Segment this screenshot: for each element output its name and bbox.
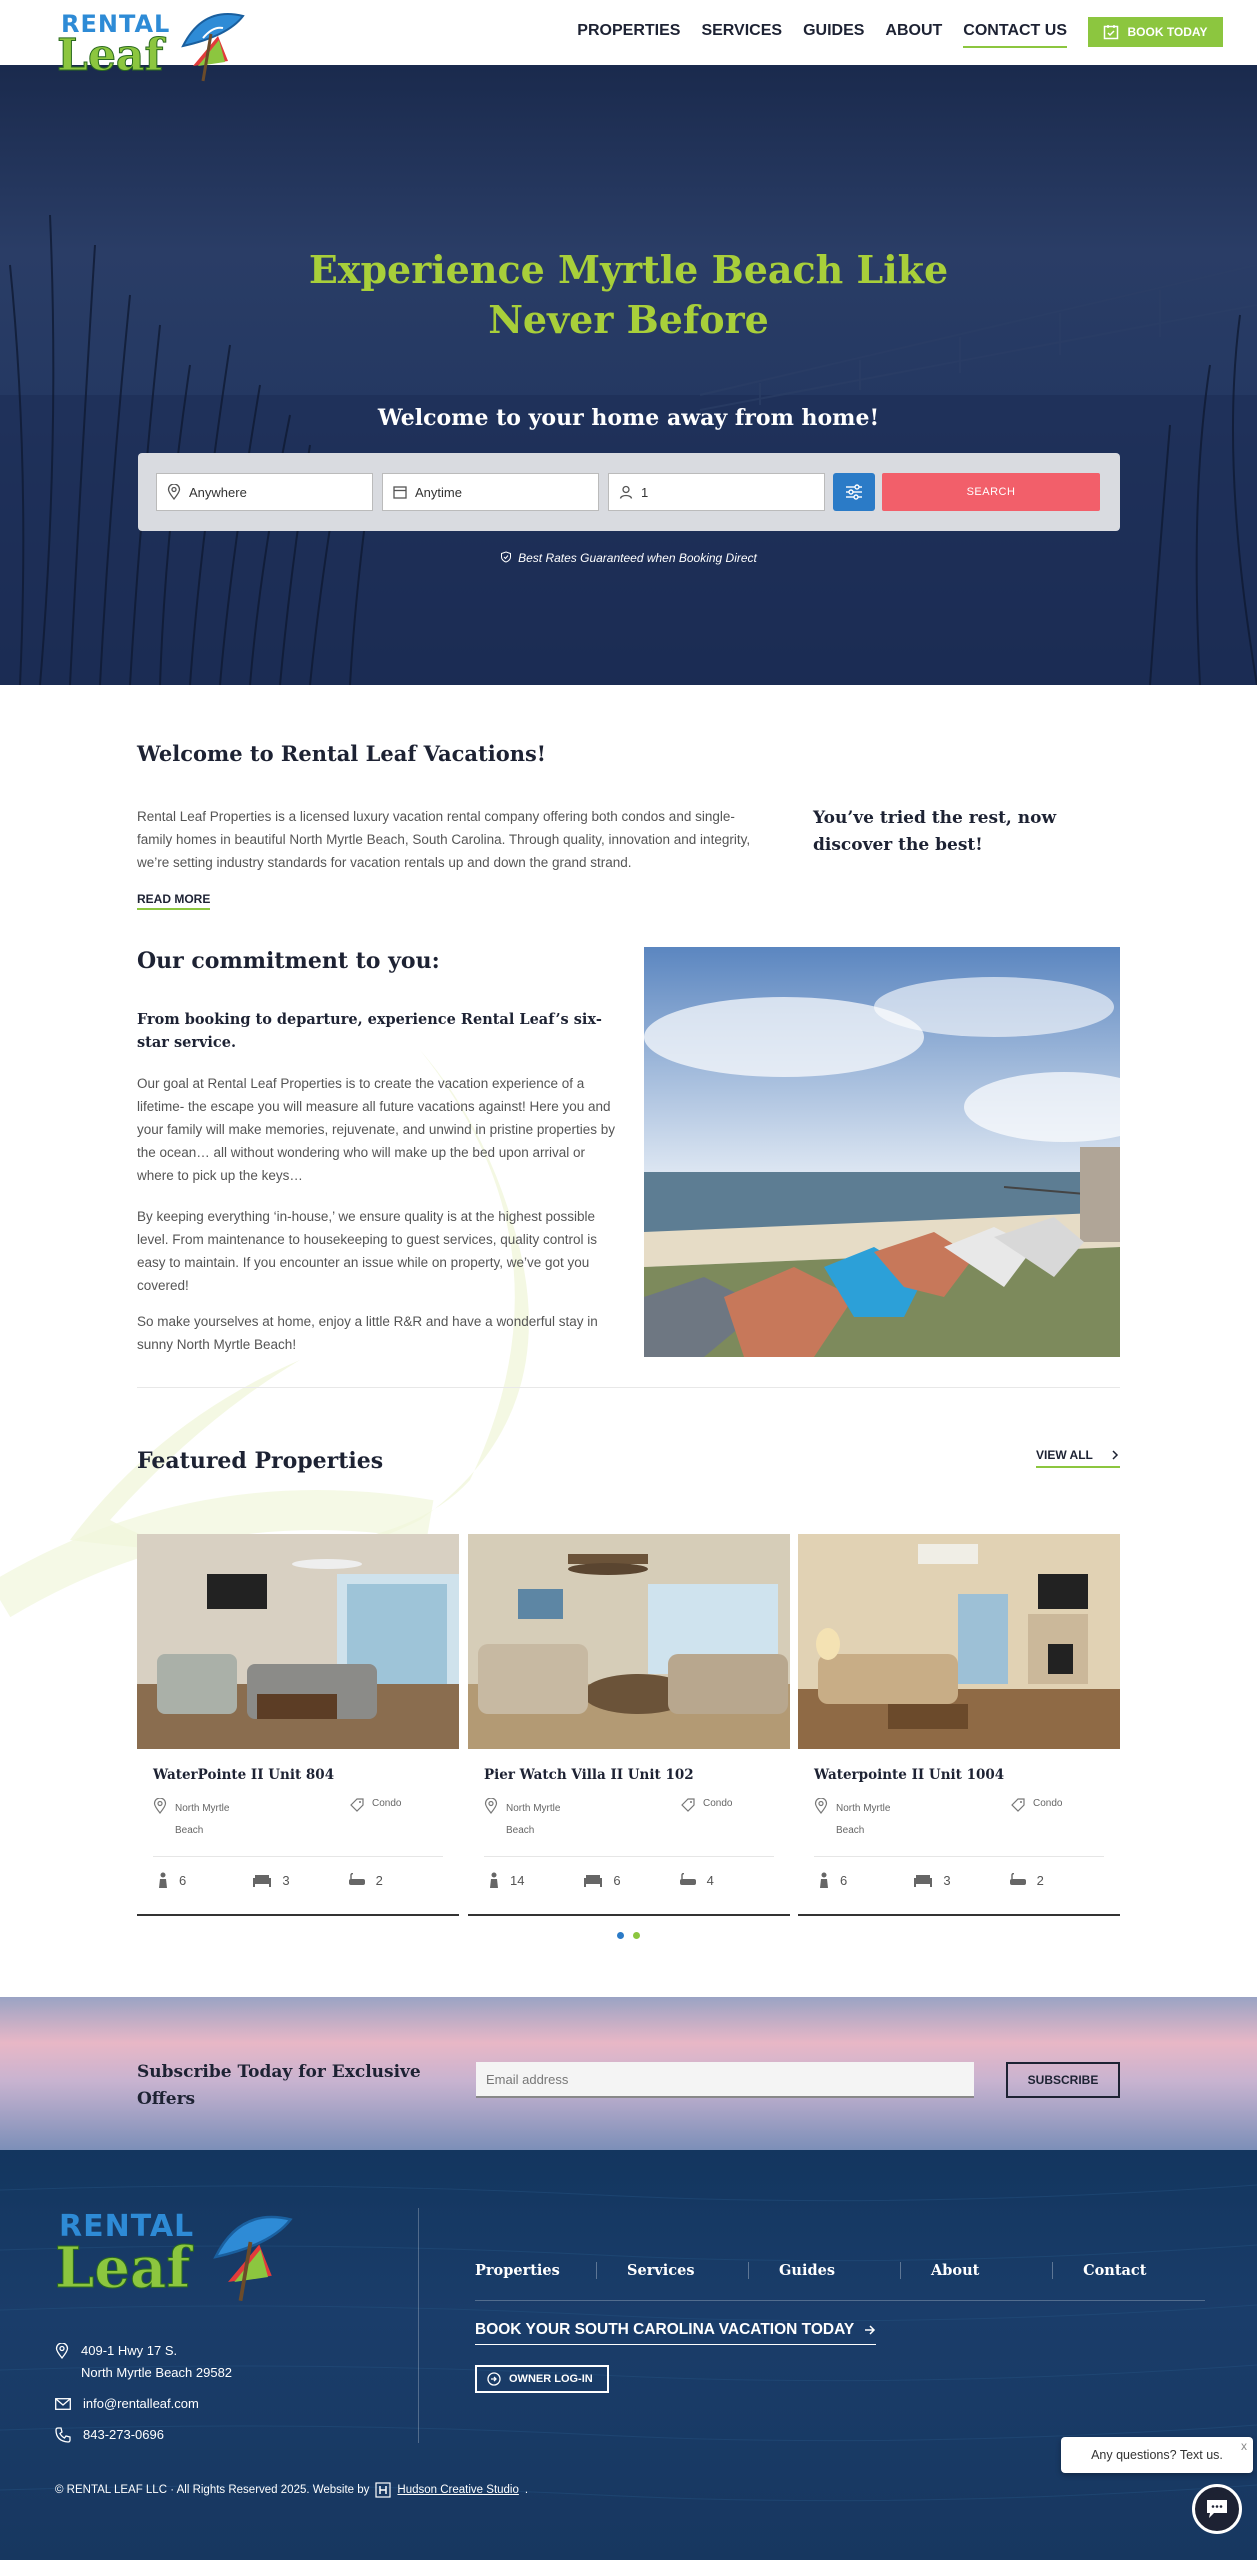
commitment-paragraph-3: So make yourselves at home, enjoy a little R&R and have a wonderful stay in sunny North Myrtle Beach! bbox=[137, 1314, 598, 1352]
subscribe-section bbox=[0, 1997, 1257, 2150]
book-today-label: BOOK TODAY bbox=[1127, 25, 1208, 39]
bathtub-icon bbox=[1009, 1873, 1027, 1887]
logo-text-bottom: Leaf bbox=[57, 30, 164, 81]
map-pin-icon bbox=[814, 1798, 828, 1814]
hero-subtitle: Welcome to your home away from home! bbox=[377, 405, 880, 431]
welcome-text: Rental Leaf Properties is a licensed luxury vacation rental company offering both condos and single-family homes in beautiful North Myrtle Beach, South Carolina. Through quality, innovation and integrity, we’re setting industry standards for vacation rentals up and down the grand strand. bbox=[137, 809, 751, 870]
beds-stat: 3 bbox=[913, 1872, 1008, 1888]
search-box bbox=[138, 453, 1120, 531]
nav-about[interactable]: ABOUT bbox=[885, 22, 943, 39]
book-today-button[interactable] bbox=[1088, 17, 1223, 47]
guests-value: 1 bbox=[641, 484, 649, 500]
property-type: Condo bbox=[1011, 1798, 1062, 1812]
subscribe-title: Subscribe Today for Exclusive Offers bbox=[137, 2062, 421, 2109]
dates-field[interactable] bbox=[382, 473, 599, 511]
umbrella-icon bbox=[173, 6, 253, 86]
guests-stat: 14 bbox=[488, 1872, 583, 1888]
view-all-link[interactable]: VIEW ALL bbox=[1036, 1448, 1120, 1468]
section-divider bbox=[137, 1387, 1120, 1388]
beach-aerial-photo bbox=[644, 947, 1120, 1357]
chevron-right-icon bbox=[1110, 1450, 1120, 1460]
property-location: North Myrtle Beach bbox=[484, 1798, 576, 1842]
property-card[interactable] bbox=[137, 1534, 459, 1916]
bathtub-icon bbox=[679, 1873, 697, 1887]
nav-properties[interactable]: PROPERTIES bbox=[577, 22, 681, 39]
beds-stat: 3 bbox=[252, 1872, 347, 1888]
nav-services[interactable]: SERVICES bbox=[701, 22, 783, 39]
carousel-dot-active[interactable] bbox=[617, 1932, 624, 1939]
property-name[interactable]: Waterpointe II Unit 1004 bbox=[814, 1767, 1005, 1783]
hero-section bbox=[0, 65, 1257, 685]
baths-stat: 4 bbox=[679, 1872, 774, 1888]
subscribe-button[interactable]: SUBSCRIBE bbox=[1006, 2062, 1120, 2098]
property-card[interactable] bbox=[798, 1534, 1120, 1916]
rental-leaf-logo[interactable] bbox=[55, 6, 255, 86]
property-name[interactable]: Pier Watch Villa II Unit 102 bbox=[484, 1767, 694, 1783]
login-icon bbox=[487, 2372, 501, 2386]
baths-stat: 2 bbox=[348, 1872, 443, 1888]
chat-close-icon[interactable]: x bbox=[1241, 2439, 1247, 2453]
guests-stat: 6 bbox=[157, 1872, 252, 1888]
commitment-subtitle: From booking to departure, experience Rental Leaf’s six-star service. bbox=[137, 1011, 602, 1051]
guests-icon bbox=[488, 1872, 500, 1888]
map-pin-icon bbox=[484, 1798, 498, 1814]
umbrella-icon bbox=[203, 2207, 303, 2307]
card-divider bbox=[484, 1856, 774, 1857]
tag-icon bbox=[681, 1798, 695, 1812]
property-name[interactable]: WaterPointe II Unit 804 bbox=[153, 1767, 335, 1783]
nav-contact-us[interactable]: CONTACT US bbox=[963, 22, 1067, 48]
footer-email[interactable]: info@rentalleaf.com bbox=[55, 2393, 199, 2415]
welcome-title: Welcome to Rental Leaf Vacations! bbox=[137, 741, 547, 766]
shield-check-icon bbox=[500, 551, 512, 563]
footer-address: 409-1 Hwy 17 S. North Myrtle Beach 29582 bbox=[55, 2340, 232, 2384]
guests-field[interactable] bbox=[608, 473, 825, 511]
bed-icon bbox=[913, 1873, 933, 1887]
property-photo[interactable] bbox=[137, 1534, 459, 1749]
sliders-icon bbox=[845, 484, 863, 500]
hudson-logo-icon bbox=[375, 2482, 391, 2498]
map-pin-icon bbox=[153, 1798, 167, 1814]
property-location: North Myrtle Beach bbox=[814, 1798, 906, 1842]
footer-divider-vertical bbox=[418, 2208, 419, 2443]
owner-login-button[interactable]: OWNER LOG-IN bbox=[475, 2365, 609, 2393]
featured-title: Featured Properties bbox=[137, 1448, 384, 1474]
hudson-creative-link[interactable]: Hudson Creative Studio bbox=[397, 2484, 519, 2496]
footer-logo[interactable] bbox=[55, 2207, 305, 2307]
rates-guarantee: Best Rates Guaranteed when Booking Direct bbox=[0, 551, 1257, 565]
footer-nav-services[interactable]: Services bbox=[597, 2262, 749, 2279]
footer-nav-guides[interactable]: Guides bbox=[749, 2262, 901, 2279]
property-card[interactable] bbox=[468, 1534, 790, 1916]
property-stats bbox=[157, 1872, 443, 1888]
property-type: Condo bbox=[681, 1798, 732, 1812]
nav-guides[interactable]: GUIDES bbox=[803, 22, 865, 39]
user-icon bbox=[619, 485, 633, 499]
phone-icon bbox=[55, 2427, 71, 2443]
baths-stat: 2 bbox=[1009, 1872, 1104, 1888]
guests-icon bbox=[157, 1872, 169, 1888]
hero-title: Experience Myrtle Beach Like Never Before bbox=[308, 247, 949, 342]
arrow-right-icon bbox=[864, 2324, 876, 2336]
footer-menu bbox=[475, 2262, 1205, 2279]
property-type: Condo bbox=[350, 1798, 401, 1812]
calendar-icon bbox=[393, 485, 407, 499]
logo-text-top: RENTAL bbox=[61, 10, 171, 38]
read-more-link[interactable]: READ MORE bbox=[137, 892, 210, 910]
map-pin-icon bbox=[55, 2343, 69, 2359]
chat-button[interactable] bbox=[1192, 2484, 1242, 2534]
commitment-paragraph-2: By keeping everything ‘in-house,’ we ensure quality is at the highest possible level. From maintenance to housekeeping to guest services, quality control is easy to maintain. If you encounter an issue while on property, we’ve got you covered! bbox=[137, 1209, 597, 1293]
footer-logo-text-top: RENTAL bbox=[59, 2209, 195, 2244]
search-button[interactable]: SEARCH bbox=[882, 473, 1100, 511]
card-divider bbox=[153, 1856, 443, 1857]
mail-icon bbox=[55, 2398, 71, 2410]
email-input[interactable]: Email address bbox=[476, 2062, 974, 2098]
property-stats bbox=[818, 1872, 1104, 1888]
guests-stat: 6 bbox=[818, 1872, 913, 1888]
property-stats bbox=[488, 1872, 774, 1888]
footer-divider bbox=[475, 2300, 1205, 2301]
main-menu bbox=[577, 22, 1067, 48]
bed-icon bbox=[252, 1873, 272, 1887]
bed-icon bbox=[583, 1873, 603, 1887]
location-value: Anywhere bbox=[189, 484, 247, 500]
footer-nav-contact[interactable]: Contact bbox=[1083, 2262, 1147, 2279]
location-field[interactable] bbox=[156, 473, 373, 511]
chat-prompt[interactable]: Any questions? Text us. x bbox=[1061, 2437, 1253, 2473]
guests-icon bbox=[818, 1872, 830, 1888]
footer-logo-text-bottom: Leaf bbox=[55, 2235, 191, 2301]
map-pin-icon bbox=[167, 484, 181, 500]
hero-background-grass bbox=[0, 65, 1257, 685]
footer bbox=[0, 2150, 1257, 2560]
property-photo[interactable] bbox=[798, 1534, 1120, 1749]
footer-phone[interactable]: 843-273-0696 bbox=[55, 2424, 164, 2446]
welcome-tagline: You’ve tried the rest, now discover the best! bbox=[813, 808, 1057, 855]
carousel-dots bbox=[617, 1932, 640, 1939]
tag-icon bbox=[350, 1798, 364, 1812]
tag-icon bbox=[1011, 1798, 1025, 1812]
beds-stat: 6 bbox=[583, 1872, 678, 1888]
bathtub-icon bbox=[348, 1873, 366, 1887]
footer-nav-about[interactable]: About bbox=[901, 2262, 1053, 2279]
copyright: © RENTAL LEAF LLC · All Rights Reserved 2025. Website by Hudson Creative Studio . bbox=[55, 2484, 529, 2496]
footer-nav-properties[interactable]: Properties bbox=[475, 2262, 597, 2279]
carousel-dot[interactable] bbox=[633, 1932, 640, 1939]
property-photo[interactable] bbox=[468, 1534, 790, 1749]
dates-value: Anytime bbox=[415, 484, 462, 500]
commitment-title: Our commitment to you: bbox=[137, 948, 440, 974]
property-location: North Myrtle Beach bbox=[153, 1798, 245, 1842]
top-nav bbox=[0, 0, 1257, 81]
commitment-paragraph-1: Our goal at Rental Leaf Properties is to create the vacation experience of a lifetime- the escape you will measure all future vacations against! Here you and your family will make memories, rejuvenate, and unwind in pristine properties by the ocean… all without wondering who will make up the bed upon arrival or where to pick up the keys… bbox=[137, 1076, 615, 1183]
footer-book-cta[interactable]: BOOK YOUR SOUTH CAROLINA VACATION TODAY bbox=[475, 2321, 876, 2345]
card-divider bbox=[814, 1856, 1104, 1857]
calendar-check-icon bbox=[1103, 24, 1119, 40]
filters-button[interactable] bbox=[833, 473, 875, 511]
chat-icon bbox=[1205, 2498, 1229, 2520]
